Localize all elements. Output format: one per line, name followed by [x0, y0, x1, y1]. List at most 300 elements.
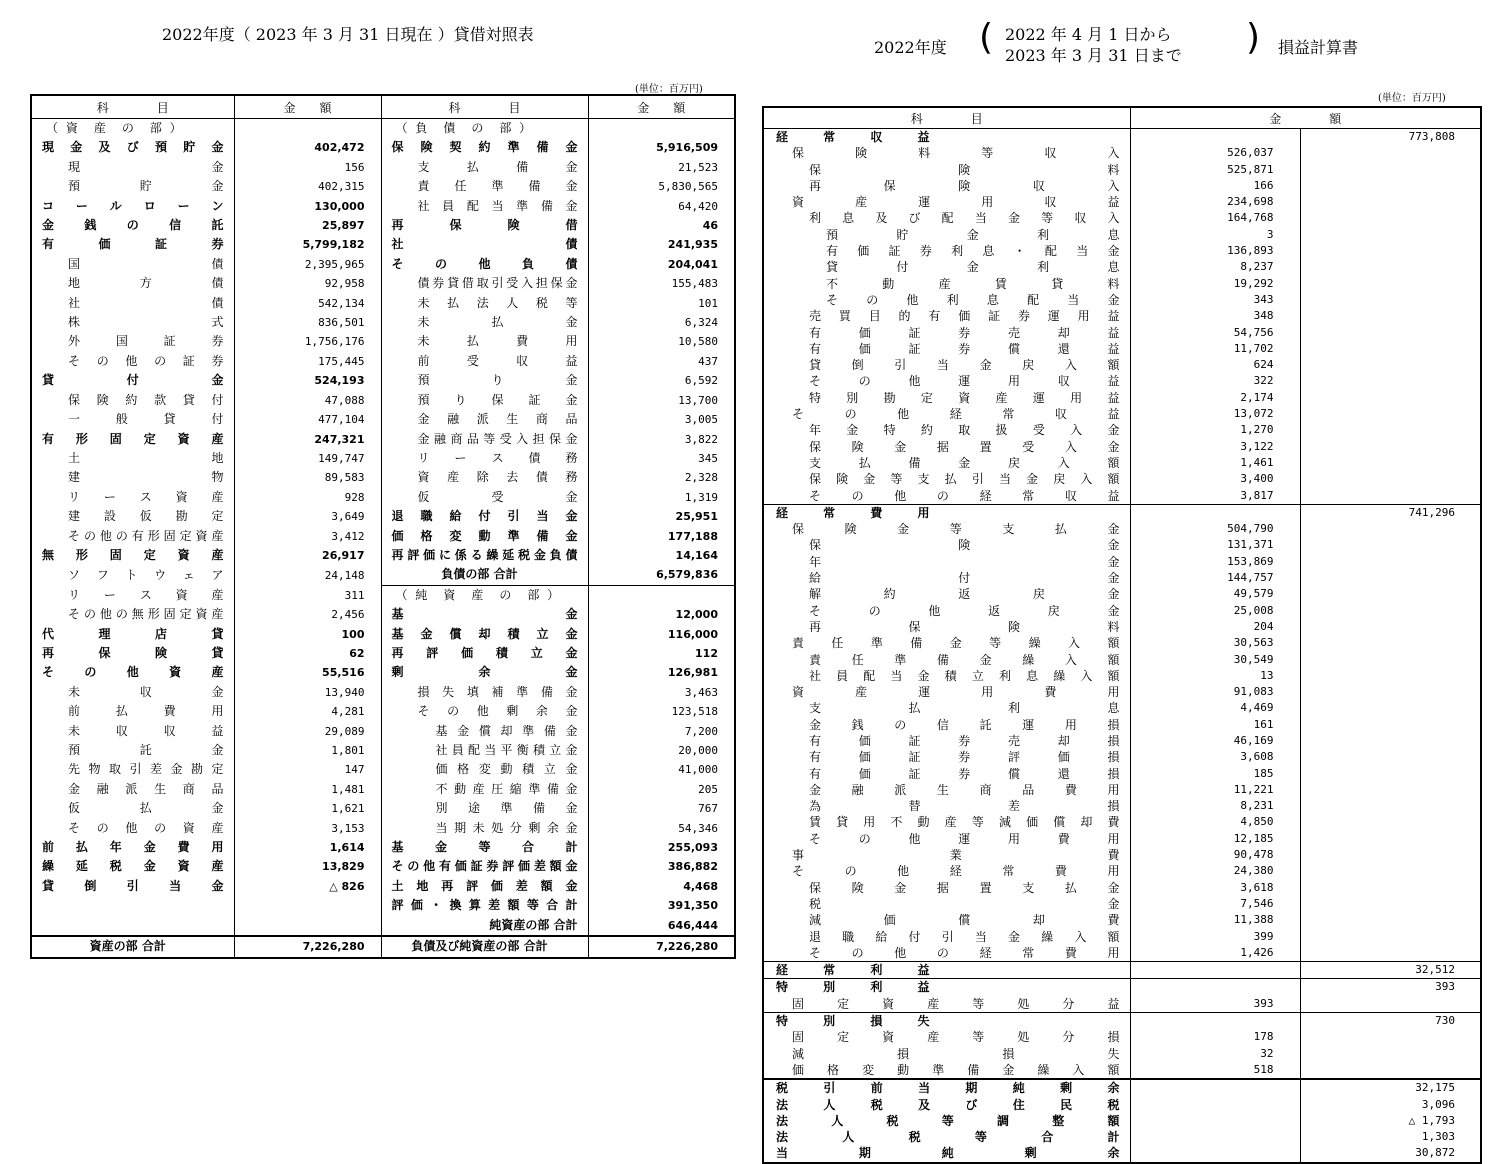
left-item-amount: 928 — [234, 488, 381, 507]
item-amount-detail: 12,185 — [1130, 831, 1300, 847]
item-amount-detail: 4,850 — [1130, 814, 1300, 830]
right-item-amount: 386,882 — [667, 860, 718, 874]
right-item-name: 基 金 — [381, 605, 588, 624]
item-amount-total — [1300, 373, 1481, 389]
item-amount-total — [1300, 945, 1481, 962]
item-amount-total — [1300, 798, 1481, 814]
item-name: 価 格 変 動 準 備 金 繰 入 額 — [763, 1062, 1130, 1079]
table-row — [763, 586, 1481, 602]
item-amount-total — [1300, 471, 1481, 487]
item-amount-total: 32,175 — [1300, 1079, 1481, 1096]
table-row — [763, 912, 1481, 928]
item-name: そ の 他 経 常 費 用 — [763, 863, 1130, 879]
item-amount-total — [1300, 227, 1481, 243]
table-row — [763, 962, 1481, 979]
item-amount-total — [1300, 586, 1481, 602]
right-item-name: 基金償却準備金 — [381, 722, 588, 741]
item-amount-total — [1300, 1046, 1481, 1062]
table-row — [763, 504, 1481, 521]
item-amount-total — [1300, 635, 1481, 651]
right-item-name: 社員配当平衡積立金 — [381, 741, 588, 760]
item-amount-detail: 1,426 — [1130, 945, 1300, 962]
table-row — [763, 979, 1481, 996]
item-amount-detail — [1130, 1013, 1300, 1030]
right-item-name: 純資産の部 合計 — [381, 916, 588, 936]
item-amount-total — [1300, 554, 1481, 570]
right-item-name: 再 保 険 借 — [381, 216, 588, 235]
left-item-amount: 402,472 — [234, 138, 381, 157]
left-item-amount: 156 — [234, 158, 381, 177]
table-row — [763, 259, 1481, 275]
right-item-amount: 3,822 — [684, 432, 718, 446]
table-row — [763, 455, 1481, 471]
item-name: 税 金 — [763, 896, 1130, 912]
left-item-amount: 24,148 — [234, 565, 381, 585]
item-amount-total: 1,303 — [1421, 1130, 1456, 1144]
right-item-name: 土 地 再 評 価 差 額 金 — [381, 877, 588, 896]
item-name: 保 険 料 等 収 入 — [763, 145, 1130, 161]
item-amount-detail: 153,869 — [1130, 554, 1300, 570]
item-name: 支 払 備 金 戻 入 額 — [763, 455, 1130, 471]
item-name: 貸 付 金 利 息 — [763, 259, 1130, 275]
right-item-amount: 12,000 — [675, 608, 718, 622]
item-name: 特 別 勘 定 資 産 運 用 益 — [763, 390, 1130, 406]
item-amount-total: 773,808 — [1408, 130, 1456, 143]
table-row — [763, 1113, 1481, 1129]
item-name: 責 任 準 備 金 等 繰 入 額 — [763, 635, 1130, 651]
item-name: 賃 貸 用 不 動 産 等 減 価 償 却 費 — [763, 814, 1130, 830]
item-name: 資 産 運 用 費 用 — [763, 684, 1130, 700]
right-item-name: 仮 受 金 — [381, 488, 588, 507]
item-name: 特 別 損 失 — [763, 1013, 1130, 1030]
item-amount-detail: 11,702 — [1130, 341, 1300, 357]
left-item-amount: 4,281 — [234, 702, 381, 721]
left-item-name: 貸 付 金 — [31, 371, 234, 390]
table-row — [31, 644, 735, 663]
left-item-name: その他の無形固定資産 — [31, 605, 234, 624]
right-item-amount: 54,346 — [678, 821, 718, 835]
item-name: そ の 他 経 常 収 益 — [763, 406, 1130, 422]
item-name: 特 別 利 益 — [763, 979, 1130, 996]
table-row — [31, 683, 735, 702]
table-row — [763, 863, 1481, 879]
item-amount-detail: 46,169 — [1130, 733, 1300, 749]
left-item-amount: 147 — [234, 760, 381, 779]
right-item-amount: 123,518 — [671, 705, 718, 719]
item-amount-detail: 399 — [1130, 929, 1300, 945]
table-row — [31, 332, 735, 351]
left-item-name: 金 融 派 生 商 品 — [31, 780, 234, 799]
item-name: 経 常 収 益 — [763, 129, 1130, 146]
table-row — [31, 780, 735, 799]
right-item-amount: 646,444 — [588, 916, 735, 936]
right-item-amount: 345 — [698, 451, 718, 465]
left-item-amount: 1,801 — [234, 741, 381, 760]
table-row — [763, 439, 1481, 455]
right-item-amount: 767 — [698, 802, 718, 816]
period-to: 2023 年 3 月 31 日まで — [1005, 46, 1182, 65]
item-amount-detail — [1130, 1145, 1300, 1162]
item-amount-detail: 13 — [1130, 668, 1300, 684]
right-item-name: 基 金 等 合 計 — [381, 838, 588, 857]
table-row — [31, 877, 735, 896]
left-item-name: 土 地 — [31, 449, 234, 468]
left-item-name: 地 方 債 — [31, 274, 234, 293]
item-name: 経 常 費 用 — [763, 504, 1130, 521]
item-name: 支 払 利 息 — [763, 700, 1130, 716]
item-name: 有 価 証 券 償 還 益 — [763, 341, 1130, 357]
table-row — [31, 605, 735, 624]
right-item-amount: 205 — [698, 782, 718, 796]
table-row — [763, 373, 1481, 389]
table-row — [763, 635, 1481, 651]
item-name: 給 付 金 — [763, 570, 1130, 586]
item-amount-total — [1300, 357, 1481, 373]
item-name: 年 金 — [763, 554, 1130, 570]
left-item-amount: 3,412 — [234, 527, 381, 546]
item-amount-total — [1300, 996, 1481, 1013]
table-row — [763, 749, 1481, 765]
item-amount-total: 730 — [1300, 1013, 1481, 1030]
right-item-amount — [588, 585, 735, 605]
item-name: 為 替 差 損 — [763, 798, 1130, 814]
item-name: そ の 他 利 息 配 当 金 — [763, 292, 1130, 308]
left-item-name: ソ フ ト ウ ェ ア — [31, 565, 234, 585]
left-item-name: 預 託 金 — [31, 741, 234, 760]
item-name: 預 貯 金 利 息 — [763, 227, 1130, 243]
left-item-amount: 62 — [234, 644, 381, 663]
item-amount-detail: 178 — [1130, 1029, 1300, 1045]
left-item-amount: 13,940 — [234, 683, 381, 702]
item-amount-total: 393 — [1300, 979, 1481, 996]
item-amount-detail — [1130, 1129, 1300, 1145]
table-row — [763, 341, 1481, 357]
table-row — [31, 449, 735, 468]
item-amount-total — [1300, 814, 1481, 830]
item-amount-detail — [1130, 504, 1300, 521]
right-item-name: 別 途 準 備 金 — [381, 799, 588, 818]
table-row — [31, 896, 735, 915]
item-amount-detail: 30,549 — [1130, 652, 1300, 668]
left-item-amount: 247,321 — [234, 430, 381, 449]
table-row — [763, 896, 1481, 912]
item-amount-total — [1300, 603, 1481, 619]
left-item-name: その他の有形固定資産 — [31, 527, 234, 546]
item-name: 金 融 派 生 商 品 費 用 — [763, 782, 1130, 798]
left-item-name: 建 設 仮 勘 定 — [31, 507, 234, 526]
item-amount-total — [1300, 847, 1481, 863]
right-item-name: 保 険 契 約 準 備 金 — [381, 138, 588, 157]
right-item-name: 負債の部 合計 — [381, 565, 588, 585]
item-amount-detail: 11,221 — [1130, 782, 1300, 798]
item-amount-detail: 525,871 — [1130, 162, 1300, 178]
item-amount-total — [1300, 390, 1481, 406]
item-amount-detail: 504,790 — [1130, 521, 1300, 537]
right-item-amount: 3,005 — [684, 413, 718, 427]
left-item-name: 現 金 及 び 預 貯 金 — [31, 138, 234, 157]
right-item-name: そ の 他 剰 余 金 — [381, 702, 588, 721]
table-row — [763, 422, 1481, 438]
item-amount-total — [1300, 439, 1481, 455]
table-row — [763, 178, 1481, 194]
table-row — [31, 197, 735, 216]
left-item-amount: 524,193 — [234, 371, 381, 390]
left-item-amount: 311 — [234, 585, 381, 605]
item-amount-detail: 11,388 — [1130, 912, 1300, 928]
item-amount-detail: 164,768 — [1130, 210, 1300, 226]
right-item-amount: 13,700 — [678, 393, 718, 407]
item-amount-detail: 3,608 — [1130, 749, 1300, 765]
item-name: 法 人 税 及 び 住 民 税 — [763, 1097, 1130, 1113]
item-amount-detail: 136,893 — [1130, 243, 1300, 259]
table-row — [31, 799, 735, 818]
item-amount-total — [1300, 210, 1481, 226]
item-amount-detail: 3,817 — [1130, 488, 1300, 505]
right-item-name: 責 任 準 備 金 — [381, 177, 588, 196]
right-item-amount: 116,000 — [667, 627, 718, 641]
bracket-open: ( — [979, 17, 994, 58]
table-row — [763, 603, 1481, 619]
left-item-amount: 477,104 — [234, 410, 381, 429]
left-item-name: 金 銭 の 信 託 — [31, 216, 234, 235]
table-row — [31, 294, 735, 313]
right-item-name: 価格変動積立金 — [381, 760, 588, 779]
right-item-name: 預 り 保 証 金 — [381, 391, 588, 410]
table-row — [763, 717, 1481, 733]
left-item-amount — [234, 916, 381, 936]
table-row — [31, 527, 735, 546]
right-item-amount: 6,579,836 — [588, 565, 735, 585]
table-row — [31, 158, 735, 177]
left-item-name: 貸 倒 引 当 金 — [31, 877, 234, 896]
item-name: 有 価 証 券 売 却 益 — [763, 325, 1130, 341]
item-amount-detail: 393 — [1130, 996, 1300, 1013]
balance-sheet-title: 2022年度（ 2023 年 3 月 31 日現在 ）貸借対照表 — [162, 25, 534, 44]
item-amount-detail: 234,698 — [1130, 194, 1300, 210]
item-name: 事 業 費 — [763, 847, 1130, 863]
item-amount-detail: 343 — [1130, 292, 1300, 308]
item-amount-detail: 8,237 — [1130, 259, 1300, 275]
table-row — [763, 162, 1481, 178]
right-item-amount: 1,319 — [684, 490, 718, 504]
table-row — [763, 652, 1481, 668]
table-row — [31, 702, 735, 721]
item-amount-total — [1300, 1029, 1481, 1045]
item-amount-total — [1300, 684, 1481, 700]
right-item-amount: 177,188 — [667, 529, 718, 543]
item-amount-detail: 25,008 — [1130, 603, 1300, 619]
bracket-close: ) — [1246, 17, 1261, 58]
left-item-name: コ ー ル ロ ー ン — [31, 197, 234, 216]
table-row — [763, 1013, 1481, 1030]
item-name: そ の 他 の 経 常 収 益 — [763, 488, 1130, 505]
balance-sheet-table — [30, 94, 736, 959]
right-item-name: そ の 他 負 債 — [381, 255, 588, 274]
item-name: 解 約 返 戻 金 — [763, 586, 1130, 602]
header-item-assets: 科 目 — [31, 95, 234, 119]
table-row — [763, 619, 1481, 635]
table-row — [31, 760, 735, 779]
right-item-name: 評価・換算差額等合計 — [381, 896, 588, 915]
left-item-name: 保 険 約 款 貸 付 — [31, 391, 234, 410]
table-row — [31, 119, 735, 139]
item-amount-detail: 90,478 — [1130, 847, 1300, 863]
table-row — [31, 216, 735, 235]
right-item-amount: 25,951 — [675, 510, 718, 524]
table-row — [31, 488, 735, 507]
item-amount-total — [1300, 194, 1481, 210]
right-item-amount: 6,592 — [684, 374, 718, 388]
item-name: 有 価 証 券 評 価 損 — [763, 749, 1130, 765]
left-item-amount: 149,747 — [234, 449, 381, 468]
item-amount-detail: 3,122 — [1130, 439, 1300, 455]
item-amount-total — [1300, 570, 1481, 586]
right-item-amount: 7,200 — [684, 724, 718, 738]
item-amount-total — [1300, 831, 1481, 847]
left-item-amount: 1,756,176 — [234, 332, 381, 351]
total-row — [31, 936, 735, 958]
table-row — [31, 138, 735, 157]
item-name: 保 険 金 等 支 払 引 当 金 戻 入 額 — [763, 471, 1130, 487]
item-amount-total — [1300, 1062, 1481, 1079]
item-name: 有 価 証 券 利 息 ・ 配 当 金 — [763, 243, 1130, 259]
item-amount-detail: 131,371 — [1130, 537, 1300, 553]
item-amount-total — [1300, 619, 1481, 635]
table-row — [31, 235, 735, 254]
table-row — [31, 274, 735, 293]
left-item-amount: 3,649 — [234, 507, 381, 526]
table-row — [763, 831, 1481, 847]
item-amount-detail — [1130, 962, 1300, 979]
table-row — [31, 546, 735, 565]
item-amount-total — [1300, 537, 1481, 553]
liabilities-total-label: 負債及び純資産の部 合計 — [381, 936, 588, 958]
left-item-name: （ 資 産 の 部 ） — [31, 119, 234, 139]
left-item-name: 再 保 険 貸 — [31, 644, 234, 663]
item-name: 再 保 険 収 入 — [763, 178, 1130, 194]
item-amount-total — [1300, 162, 1481, 178]
item-name: 固 定 資 産 等 処 分 損 — [763, 1029, 1130, 1045]
table-row — [31, 663, 735, 682]
balance-sheet-unit: (単位：百万円) — [635, 84, 703, 95]
item-name: 不 動 産 賃 貸 料 — [763, 276, 1130, 292]
item-amount-detail: 4,469 — [1130, 700, 1300, 716]
table-row — [763, 325, 1481, 341]
item-amount-total — [1300, 145, 1481, 161]
table-row — [31, 819, 735, 838]
left-item-amount: 836,501 — [234, 313, 381, 332]
table-row — [763, 129, 1481, 146]
table-row — [763, 570, 1481, 586]
left-item-name: 仮 払 金 — [31, 799, 234, 818]
item-name: そ の 他 運 用 費 用 — [763, 831, 1130, 847]
table-row — [763, 276, 1481, 292]
table-row — [763, 537, 1481, 553]
item-name: 年 金 特 約 取 扱 受 入 金 — [763, 422, 1130, 438]
item-amount-detail: 19,292 — [1130, 276, 1300, 292]
item-amount-detail: 30,563 — [1130, 635, 1300, 651]
right-item-amount: 3,463 — [684, 685, 718, 699]
left-item-amount: 2,395,965 — [234, 255, 381, 274]
table-row — [31, 585, 735, 605]
item-amount-total — [1300, 733, 1481, 749]
left-item-amount: 1,614 — [234, 838, 381, 857]
table-row — [763, 357, 1481, 373]
item-name: 責 任 準 備 金 繰 入 額 — [763, 652, 1130, 668]
item-amount-total — [1300, 782, 1481, 798]
item-amount-total — [1300, 422, 1481, 438]
right-item-amount: 46 — [702, 219, 718, 233]
table-row — [31, 255, 735, 274]
left-item-name: 繰 延 税 金 資 産 — [31, 857, 234, 876]
left-item-amount: 25,897 — [234, 216, 381, 235]
right-item-amount: 437 — [698, 354, 718, 368]
item-amount-total — [1300, 325, 1481, 341]
right-item-amount: 255,093 — [667, 841, 718, 855]
item-amount-detail: 1,270 — [1130, 422, 1300, 438]
right-item-amount: 41,000 — [678, 763, 718, 777]
table-row — [763, 880, 1481, 896]
right-item-name: （ 純 資 産 の 部 ） — [381, 585, 588, 605]
right-item-amount: 2,328 — [684, 471, 718, 485]
right-item-name: 剰 余 金 — [381, 663, 588, 682]
header-item-liabilities: 科 目 — [381, 95, 588, 119]
item-amount-total — [1300, 178, 1481, 194]
item-amount-detail: 322 — [1130, 373, 1300, 389]
right-item-amount: 126,981 — [667, 666, 718, 680]
right-item-name: 金融商品等受入担保金 — [381, 430, 588, 449]
item-amount-detail: 91,083 — [1130, 684, 1300, 700]
item-amount-total — [1300, 259, 1481, 275]
right-item-amount: 112 — [695, 646, 718, 660]
table-row — [763, 1046, 1481, 1062]
table-row — [31, 916, 735, 936]
table-row — [31, 352, 735, 371]
right-item-amount: 5,916,509 — [656, 141, 718, 155]
left-item-amount: 5,799,182 — [234, 235, 381, 254]
right-item-name: 資 産 除 去 債 務 — [381, 468, 588, 487]
item-name: 法 人 税 等 調 整 額 — [763, 1113, 1130, 1129]
item-amount-detail: 526,037 — [1130, 145, 1300, 161]
left-item-amount: 1,481 — [234, 780, 381, 799]
item-amount-detail: 49,579 — [1130, 586, 1300, 602]
table-row — [31, 722, 735, 741]
left-item-amount — [234, 896, 381, 915]
item-amount-detail: 8,231 — [1130, 798, 1300, 814]
table-row — [763, 996, 1481, 1013]
item-amount-detail: 518 — [1130, 1062, 1300, 1079]
item-amount-detail: 2,174 — [1130, 390, 1300, 406]
left-item-name: リ ー ス 資 産 — [31, 488, 234, 507]
table-row — [763, 1129, 1481, 1145]
item-amount-detail: 185 — [1130, 766, 1300, 782]
table-row — [763, 1079, 1481, 1096]
table-row — [763, 945, 1481, 962]
item-name: そ の 他 の 経 常 費 用 — [763, 945, 1130, 962]
table-row — [763, 798, 1481, 814]
item-amount-total — [1300, 341, 1481, 357]
item-amount-total — [1300, 766, 1481, 782]
table-row — [763, 194, 1481, 210]
right-item-amount — [588, 119, 735, 139]
table-row — [31, 371, 735, 390]
item-name: 利 息 及 び 配 当 金 等 収 入 — [763, 210, 1130, 226]
table-row — [763, 308, 1481, 324]
right-item-name: 当期未処分剰余金 — [381, 819, 588, 838]
left-item-amount: 402,315 — [234, 177, 381, 196]
item-name: 税 引 前 当 期 純 剰 余 — [763, 1079, 1130, 1096]
table-row — [763, 210, 1481, 226]
